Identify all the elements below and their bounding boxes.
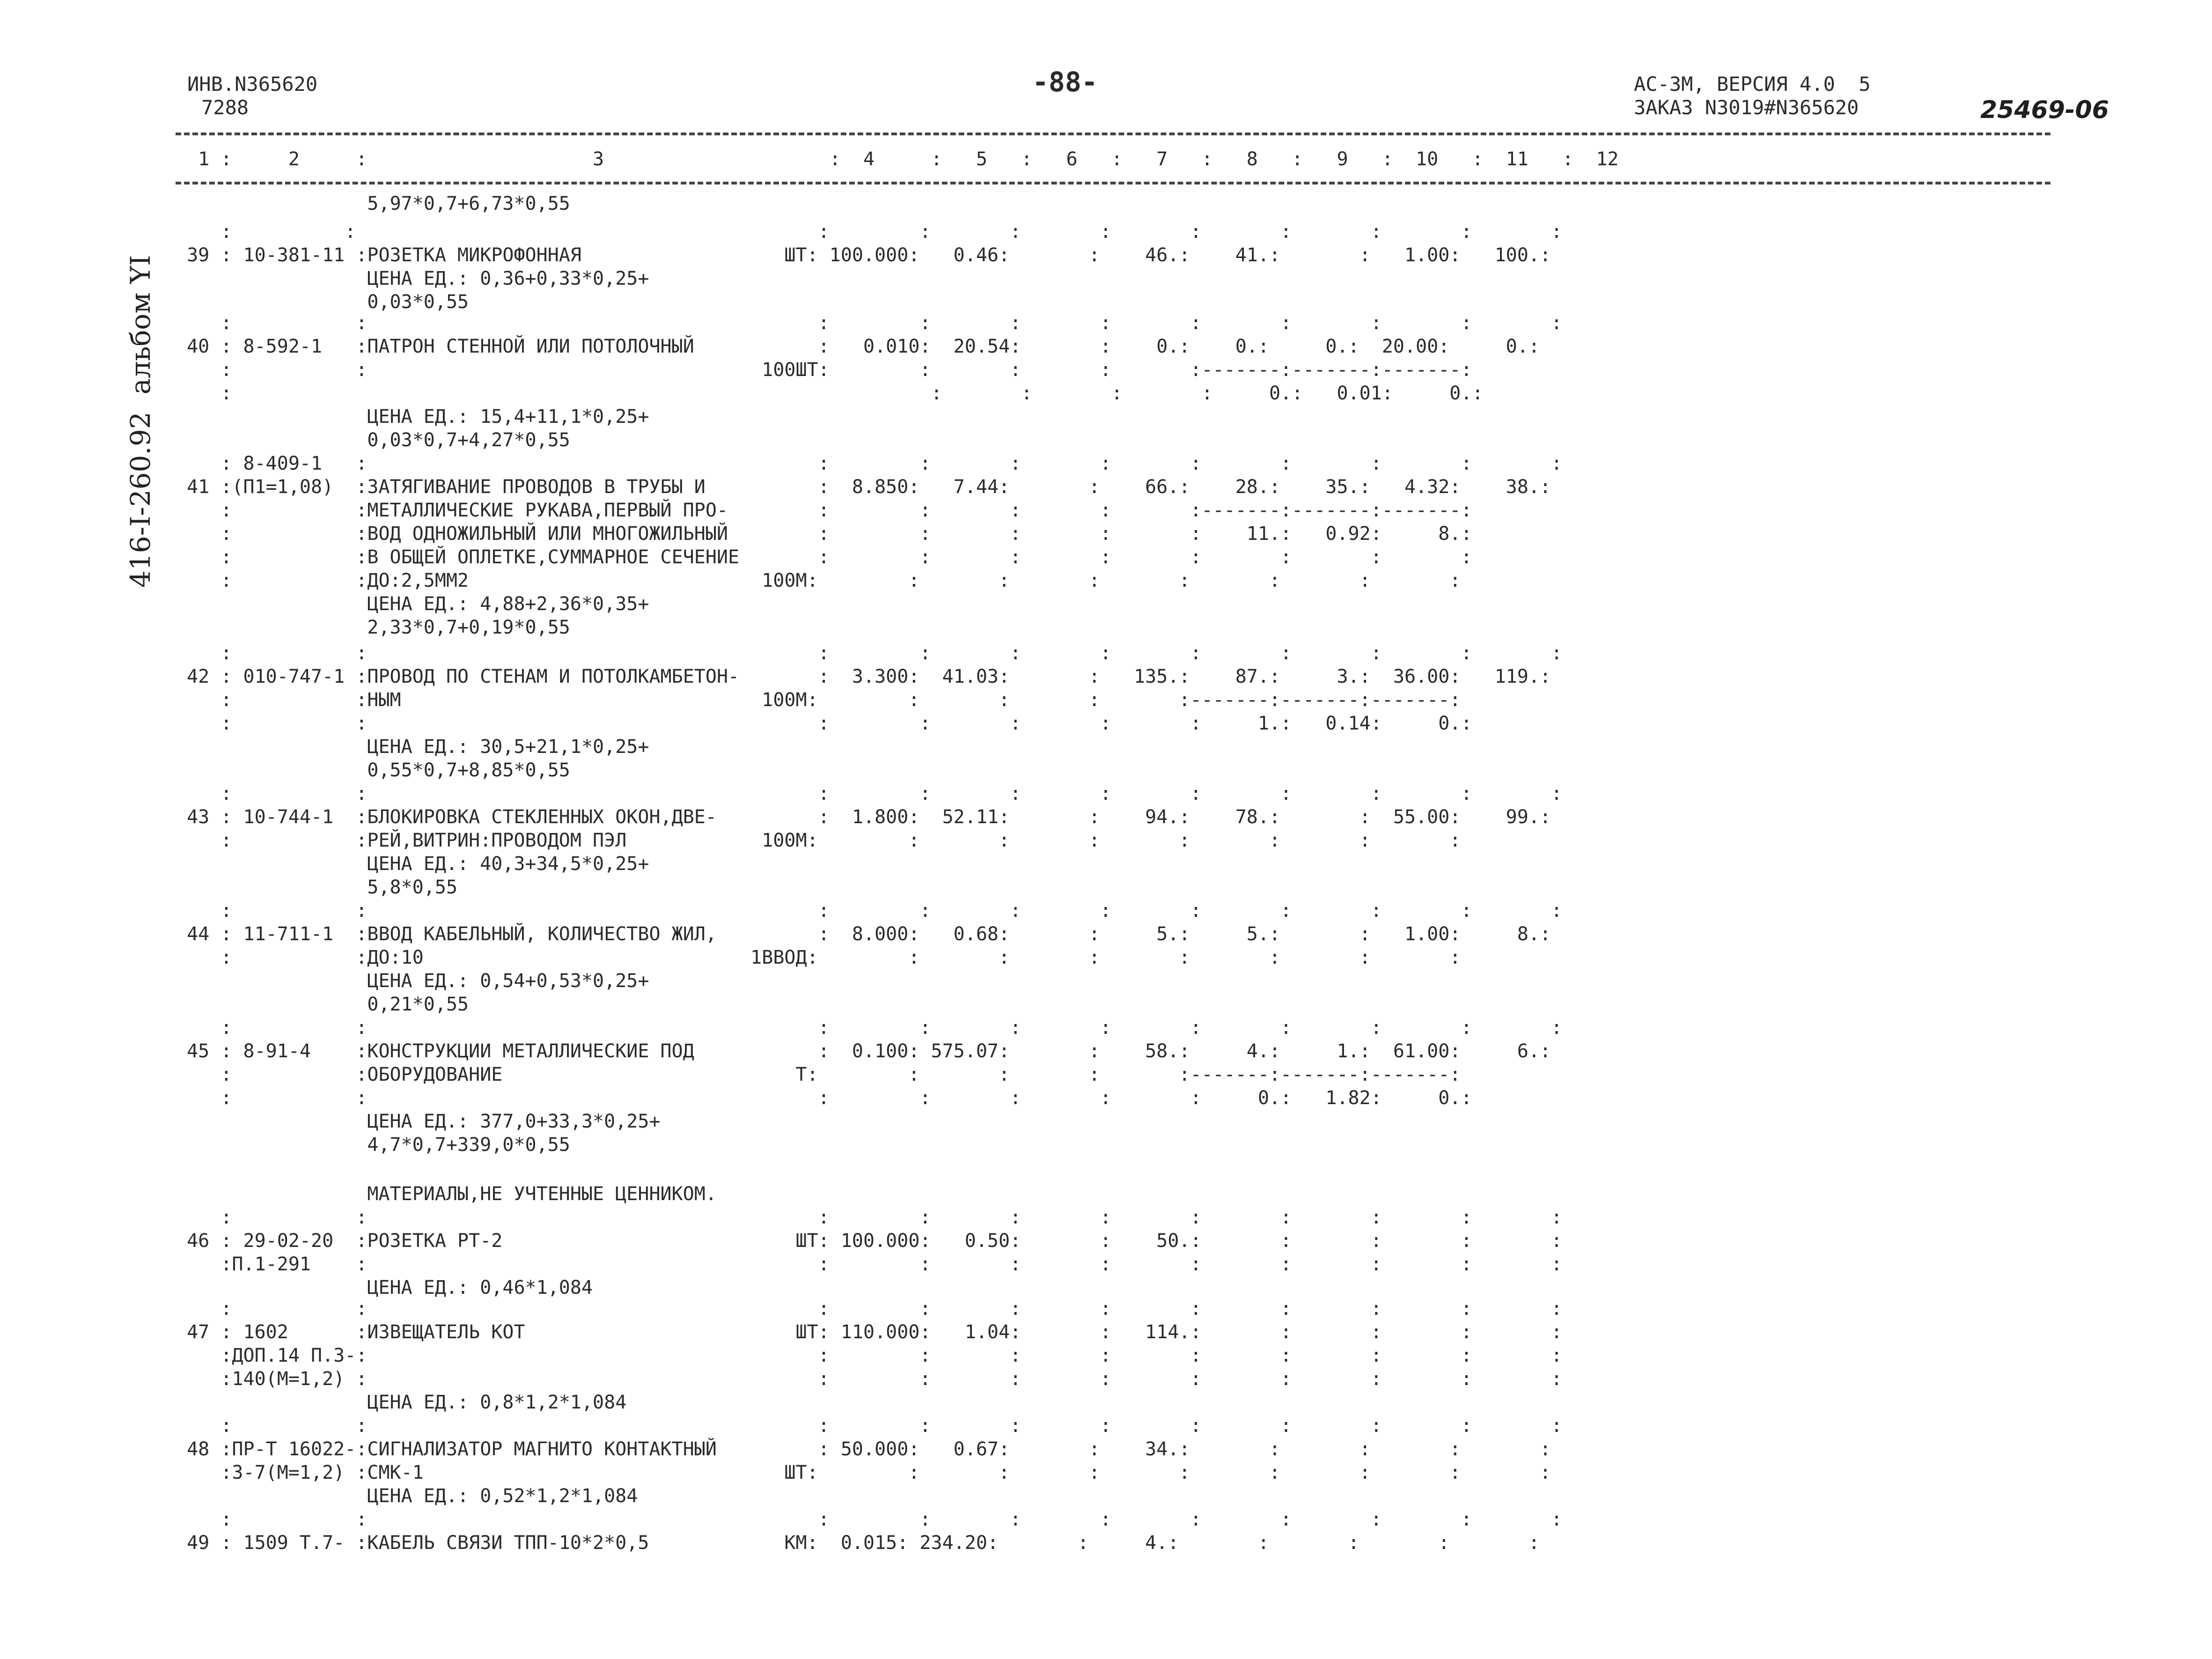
row-line: : : 100ШТ: : : : :-------:-------:-------:: [176, 359, 1472, 381]
row-line: : : : : : : : : : : :: [176, 783, 1563, 804]
inventory-subnumber: 7288: [201, 96, 249, 119]
row-line: 0,21*0,55: [176, 994, 469, 1015]
program-version: АС-3М, ВЕРСИЯ 4.0 5: [1634, 73, 1871, 96]
row-line: 0,03*0,7+4,27*0,55: [176, 429, 570, 451]
row-line: : : : : : : : : : : :: [176, 312, 1563, 334]
row-line: : :МЕТАЛЛИЧЕСКИЕ РУКАВА,ПЕРВЫЙ ПРО- : : : : :-------:-------:-------:: [176, 500, 1472, 521]
row-line: : : : : : : : 1.: 0.14: 0.:: [176, 713, 1472, 734]
row-line: : :ОБОРУДОВАНИЕ Т: : : : :-------:-------:-------:: [176, 1064, 1461, 1085]
row-line: : : : : : : : : : : :: [176, 1017, 1563, 1039]
row-line: : :РЕЙ,ВИТРИН:ПРОВОДОМ ПЭЛ 100М: : : : : : : :: [176, 830, 1461, 851]
row-line: 2,33*0,7+0,19*0,55: [176, 617, 570, 638]
row-line: : :В ОБЩЕЙ ОПЛЕТКЕ,СУММАРНОЕ СЕЧЕНИЕ : : : : : : : :: [176, 546, 1472, 568]
row-line: ЦЕНА ЕД.: 15,4+11,1*0,25+: [176, 406, 649, 428]
row-line: : : : : : : : : : : :: [176, 1415, 1563, 1437]
header-top-divider: [176, 133, 2050, 135]
continuation-text: 5,97*0,7+6,73*0,55: [367, 193, 570, 214]
row-line: : : : : : 0.: 0.01: 0.:: [176, 383, 1484, 404]
inventory-number: ИНВ.N365620: [187, 73, 318, 96]
row-line: ЦЕНА ЕД.: 0,46*1,084: [176, 1277, 593, 1298]
side-album-label: 416-I-260.92 альбом YI: [125, 255, 156, 588]
row-line: ЦЕНА ЕД.: 0,36+0,33*0,25+: [176, 268, 649, 289]
header-bottom-divider: [176, 182, 2050, 184]
row-line: : : : : : : : : : : :: [176, 1509, 1563, 1530]
row-line: : 8-409-1 : : : : : : : : : :: [176, 453, 1563, 474]
row-line: : : : : : : : : : : :: [176, 221, 1563, 243]
row-line: : : : : : : : 0.: 1.82: 0.:: [176, 1087, 1472, 1109]
row-line: 40 : 8-592-1 :ПАТРОН СТЕННОЙ ИЛИ ПОТОЛОЧНЫЙ : 0.010: 20.54: : 0.: 0.: 0.: 20.00: 0.:: [176, 336, 1540, 357]
row-line: 48 :ПР-Т 16022-:СИГНАЛИЗАТОР МАГНИТО КОНТАКТНЫЙ : 50.000: 0.67: : 34.: : : : :: [176, 1438, 1551, 1460]
row-line: 0,03*0,55: [176, 291, 469, 313]
row-line: : : : : : : : : : : :: [176, 1298, 1563, 1320]
order-number: ЗАКАЗ N3019#N365620: [1634, 96, 1859, 119]
row-line: ЦЕНА ЕД.: 0,52*1,2*1,084: [176, 1485, 638, 1507]
row-line: ЦЕНА ЕД.: 0,54+0,53*0,25+: [176, 970, 649, 992]
row-line: ЦЕНА ЕД.: 30,5+21,1*0,25+: [176, 736, 649, 758]
row-line: 47 : 1602 :ИЗВЕЩАТЕЛЬ КОТ ШТ: 110.000: 1.04: : 114.: : : : :: [176, 1321, 1563, 1343]
row-line: ЦЕНА ЕД.: 4,88+2,36*0,35+: [176, 593, 649, 615]
row-line: :140(М=1,2) : : : : : : : : : :: [176, 1368, 1563, 1390]
page-number: -88-: [1032, 66, 1098, 98]
row-line: :П.1-291 : : : : : : : : : :: [176, 1253, 1563, 1275]
row-line: 41 :(П1=1,08) :ЗАТЯГИВАНИЕ ПРОВОДОВ В ТРУБЫ И : 8.850: 7.44: : 66.: 28.: 35.: 4.32: 38.:: [176, 476, 1551, 498]
row-line: ЦЕНА ЕД.: 40,3+34,5*0,25+: [176, 853, 649, 875]
row-line: 43 : 10-744-1 :БЛОКИРОВКА СТЕКЛЕННЫХ ОКОН,ДВЕ- : 1.800: 52.11: : 94.: 78.: : 55.00: 99.:: [176, 806, 1551, 828]
row-line: ЦЕНА ЕД.: 377,0+33,3*0,25+: [176, 1111, 661, 1132]
row-line: : :ДО:2,5ММ2 100М: : : : : : : :: [176, 570, 1461, 591]
row-line: 44 : 11-711-1 :ВВОД КАБЕЛЬНЫЙ, КОЛИЧЕСТВО ЖИЛ, : 8.000: 0.68: : 5.: 5.: : 1.00: 8.:: [176, 923, 1551, 945]
handwritten-code: 25469-06: [1980, 96, 2109, 124]
row-line: 46 : 29-02-20 :РОЗЕТКА РТ-2 ШТ: 100.000: 0.50: : 50.: : : : :: [176, 1230, 1563, 1252]
row-line: : : : : : : : : : : :: [176, 900, 1563, 922]
row-line: : : : : : : : : : : :: [176, 1207, 1563, 1228]
row-line: : :ДО:10 1ВВОД: : : : : : : :: [176, 947, 1461, 968]
row-line: : :НЫМ 100М: : : : :-------:-------:-------:: [176, 689, 1461, 711]
row-line: : :ВОД ОДНОЖИЛЬНЫЙ ИЛИ МНОГОЖИЛЬНЫЙ : : : : : 11.: 0.92: 8.:: [176, 523, 1472, 545]
row-line: : : : : : : : : : : :: [176, 642, 1563, 664]
row-line: МАТЕРИАЛЫ,НЕ УЧТЕННЫЕ ЦЕННИКОМ.: [176, 1183, 717, 1205]
row-line: 4,7*0,7+339,0*0,55: [176, 1134, 570, 1156]
row-line: 5,8*0,55: [176, 877, 458, 898]
row-line: 39 : 10-381-11 :РОЗЕТКА МИКРОФОННАЯ ШТ: 100.000: 0.46: : 46.: 41.: : 1.00: 100.:: [176, 244, 1551, 266]
row-line: 42 : 010-747-1 :ПРОВОД ПО СТЕНАМ И ПОТОЛКАМБЕТОН- : 3.300: 41.03: : 135.: 87.: 3.: 36.00: 119.:: [176, 666, 1551, 687]
row-line: 49 : 1509 Т.7- :КАБЕЛЬ СВЯЗИ ТПП-10*2*0,5 КМ: 0.015: 234.20: : 4.: : : : :: [176, 1532, 1540, 1554]
row-line: :3-7(М=1,2) :СМК-1 ШТ: : : : : : : : :: [176, 1462, 1551, 1483]
row-line: ЦЕНА ЕД.: 0,8*1,2*1,084: [176, 1392, 627, 1413]
row-line: :ДОП.14 П.3-: : : : : : : : : :: [176, 1345, 1563, 1366]
column-header: 1 : 2 : 3 : 4 : 5 : 6 : 7 : 8 : 9 : 10 : 11 : 12: [176, 148, 1619, 170]
row-line: 45 : 8-91-4 :КОНСТРУКЦИИ МЕТАЛЛИЧЕСКИЕ ПОД : 0.100: 575.07: : 58.: 4.: 1.: 61.00: 6.:: [176, 1040, 1551, 1062]
row-line: 0,55*0,7+8,85*0,55: [176, 759, 570, 781]
